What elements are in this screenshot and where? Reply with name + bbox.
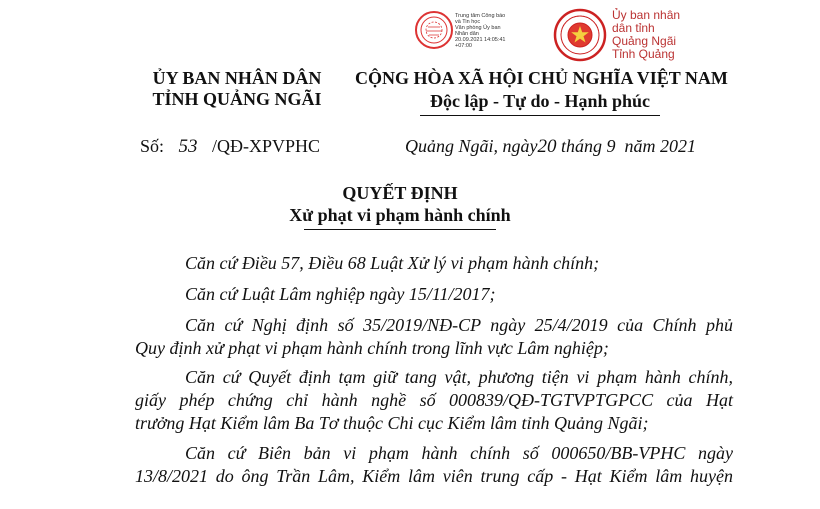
- day-handwritten: 20: [537, 136, 557, 157]
- document-subtitle: Xử phạt vi phạm hành chính: [289, 205, 511, 225]
- number-suffix: /QĐ-XPVPHC: [212, 136, 321, 156]
- basis-paragraph-2: Căn cứ Luật Lâm nghiệp ngày 15/11/2017;: [185, 284, 496, 304]
- document-title: QUYẾT ĐỊNH: [342, 183, 458, 203]
- basis-paragraph-4: Căn cứ Quyết định tạm giữ tang vật, phương tiện vi phạm hành chính, giấy phép chứng chỉ hành nghề số 000839/QĐ-TGTVPTGPCC của Hạt trưởng Hạt Kiểm lâm Ba Tơ thuộc Chi cục Kiểm lâm tỉnh Quảng Ngãi;: [135, 367, 733, 433]
- subtitle-underline: [304, 229, 496, 230]
- date-rest: tháng 9 năm 2021: [561, 136, 696, 156]
- digital-signature-seal-1: [414, 10, 454, 50]
- place-date: [405, 136, 696, 158]
- motto-underline: [420, 115, 660, 116]
- basis-paragraph-1: Căn cứ Điều 57, Điều 68 Luật Xử lý vi phạm hành chính;: [185, 253, 600, 273]
- basis-paragraph-5: Căn cứ Biên bản vi phạm hành chính số 000650/BB-VPHC ngày 13/8/2021 do ông Trần Lâm, Kiểm lâm viên trung cấp - Hạt Kiểm lâm huyện: [135, 443, 733, 486]
- nation-motto-line-1: CỘNG HÒA XÃ HỘI CHỦ NGHĨA VIỆT NAM: [355, 68, 728, 88]
- place-name: Quảng Ngãi, ngày: [405, 136, 538, 156]
- agency-line-2: TỈNH QUẢNG NGÃI: [152, 89, 322, 109]
- document-number: [140, 136, 320, 158]
- number-prefix: Số:: [140, 136, 165, 156]
- basis-paragraph-3: Căn cứ Nghị định số 35/2019/NĐ-CP ngày 25/4/2019 của Chính phủ Quy định xử phạt vi phạm hành chính trong lĩnh vực Lâm nghiệp;: [135, 315, 733, 358]
- digital-signature-text-1: Trung tâm Công báo và Tin học Văn phòng Ủy ban Nhân dân 20.09.2021 14:05:41 +07:00: [455, 13, 506, 49]
- digital-signature-text-2: Ủy ban nhân dân tỉnh Quảng Ngãi Tỉnh Quảng: [612, 8, 681, 61]
- provincial-seal-emblem: [553, 8, 607, 62]
- agency-line-1: ỦY BAN NHÂN DÂN: [152, 68, 322, 88]
- number-handwritten: 53: [178, 136, 198, 157]
- nation-motto-line-2: Độc lập - Tự do - Hạnh phúc: [429, 91, 651, 111]
